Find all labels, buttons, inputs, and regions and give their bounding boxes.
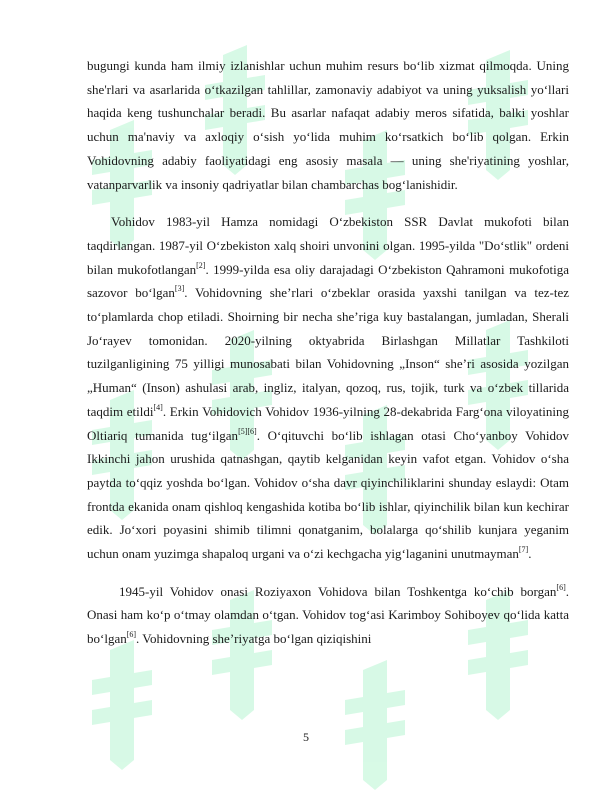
paragraph-text: . Vohidovning she’riyatga bo‘lgan qiziqishini	[136, 631, 372, 647]
paragraph-text: . 1999-yilda esa oliy darajadagi O‘zbekiston Qahramoni mukofotiga sazovor bo‘lgan	[87, 261, 570, 301]
footnote-ref[interactable]: [4]	[153, 402, 163, 412]
paragraph-text: . Erkin Vohidovich Vohidov 1936-yilning 28-dekabrida Farg‘ona viloyatining Oltiariq tumanida tug‘ilgan	[87, 403, 569, 443]
paragraph: bugungi kunda ham ilmiy izlanishlar uchun muhim resurs bo‘lib xizmat qilmoqda. Uning she'rlari va asarlarida o‘tkazilgan tahlillar, zamonaviy adabiyot va uning yuksalish yo‘llari haqida keng tushunchalar beradi. Bu asarlar nafaqat adabiy meros sifatida, balki yoshlar uchun ma'naviy va axloqiy o‘sish yo‘lida muhim ko‘rsatkich bo‘lib qolgan. Erkin Vohidovning adabiy faoliyatidagi eng asosiy masala — uning she'riyatining yoshlar, vatanparvarlik va insoniy qadriyatlar bilan chambarchas bog‘lanishidir.	[87, 58, 569, 192]
paragraph-text: Vohidov 1983-yil Hamza nomidagi O‘zbekiston SSR Davlat mukofoti bilan taqdirlangan. 1987-yil O‘zbekiston xalq shoiri unvonini olgan. 1995-yilda "Do‘stlik" ordeni bilan mukofotlangan	[87, 214, 569, 277]
footnote-ref[interactable]: [3]	[174, 284, 185, 294]
footnote-ref[interactable]: [7]	[518, 545, 529, 555]
paragraph-text: 1945-yil Vohidov onasi Roziyaxon Vohidova bilan Toshkentga ko‘chib borgan	[119, 583, 557, 599]
footnote-ref[interactable]: [6]	[556, 582, 566, 592]
footnote-ref[interactable]: [2]	[196, 260, 206, 270]
document-body	[87, 54, 569, 651]
paragraph-text: . Vohidovning she’rlari o‘zbeklar orasida yaxshi tanilgan va tez-tez to‘plamlarda chop etiladi. Shoirning bir necha she’riga kuy bastalangan, jumladan, Sherali Jo‘rayev tomonidan. 2020-yilning oktyabrida Birlashgan Millatlar Tashkiloti tuzilganligining 75 yilligi munosabati bilan Vohidovning „Inson“ she’ri asosida yozilgan „Human“ (Inson) ashulasi arab, ingliz, italyan, qozoq, rus, tojik, turk va o‘zbek tillarida taqdim etildi	[87, 285, 570, 419]
paragraph-text: .	[528, 546, 532, 562]
paragraph	[87, 210, 569, 566]
footnote-ref[interactable]: [6]	[126, 630, 137, 640]
watermark-logo-icon	[92, 640, 152, 770]
paragraph	[87, 580, 569, 651]
paragraph-text: . O‘qituvchi bo‘lib ishlagan otasi Cho‘yanboy Vohidov Ikkinchi jahon urushida qatnashgan, qaytib kelganidan keyin vafot etgan. Vohidov o‘sha paytda to‘qqiz yoshda bo‘lgan. Vohidov o‘sha davr qiyinchiliklarini shunday eslaydi: Otam frontda ekanida onam qishloq kengashida kotiba bo‘lib ishlar, qiyinchilik bilan kun kechirar edik. Jo‘xori poyasini shimib tilimni qonatganim, bolalarga qo‘shilib kunjara yeganim uchun onam yuzimga shapaloq urgani va o‘zi kechgacha yig‘laganini unutmayman	[87, 427, 569, 562]
footnote-ref[interactable]: [5][6]	[238, 426, 257, 436]
paragraph-text: . Onasi ham ko‘p o‘tmay olamdan o‘tgan. Vohidov tog‘asi Karimboy Sohiboyev qo‘lida katta bo‘lgan	[87, 583, 569, 647]
page-number: 5	[303, 730, 309, 744]
watermark-logo-icon	[345, 660, 405, 790]
